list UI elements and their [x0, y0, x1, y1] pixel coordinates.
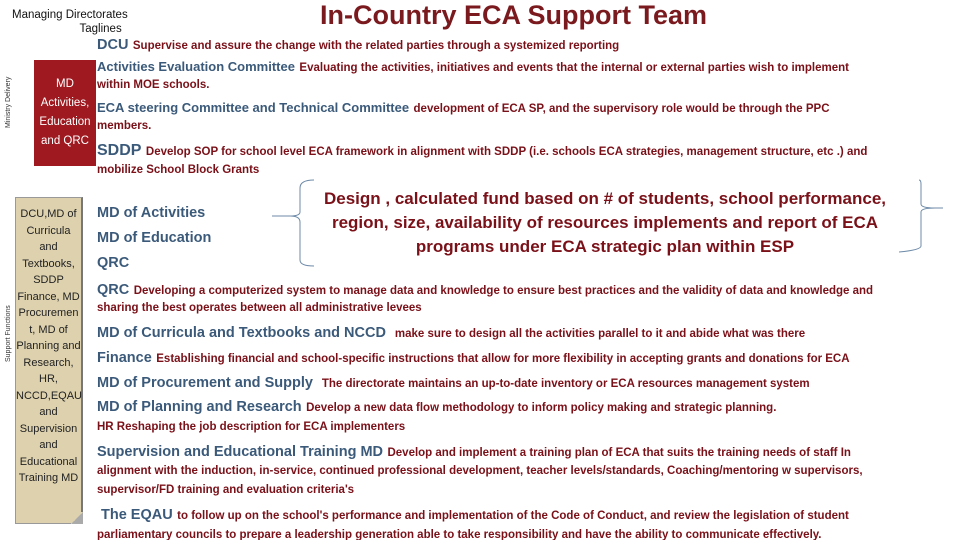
item-supervision: [97, 443, 851, 461]
item-desc: Developing a computerized system to manage data and knowledge to ensure best practices and the validity of data and knowledge and: [133, 285, 874, 297]
item-head: Finance: [97, 350, 152, 366]
item-sddp: [97, 142, 867, 160]
item-desc: make sure to design all the activities parallel to it and abide what was there: [394, 328, 806, 340]
item-desc: Develop a new data flow methodology to inform policy making and strategic planning.: [306, 402, 777, 414]
tagline-header-line2: Taglines: [79, 23, 122, 35]
item-planning: [97, 398, 776, 416]
item-eqau: [101, 506, 849, 524]
md-box-text: MD Activities, Education and QRC: [39, 78, 91, 147]
item-desc-cont: within MOE schools.: [97, 79, 210, 91]
item-hr: HR Reshaping the job description for ECA implementers: [97, 421, 406, 433]
item-desc: The directorate maintains an up-to-date inventory or ECA resources management system: [321, 378, 810, 390]
support-note-text: DCU,MD of Curricula and Textbooks, SDDP Finance, MD Procuremen t, MD of Planning and Research, HR, NCCD,EQAU and Supervision and Educational Training MD: [16, 208, 83, 484]
item-head: MD of Procurement and Supply: [97, 375, 313, 391]
item-desc: to follow up on the school's performance and implementation of the Code of Conduct, and review the legislation of student: [177, 510, 849, 522]
item-desc-cont: mobilize School Block Grants: [97, 164, 260, 176]
item-desc-cont: members.: [97, 120, 152, 132]
item-head: MD of Planning and Research: [97, 399, 302, 415]
item-head: Activities Evaluation Committee: [97, 59, 295, 74]
item-desc: Evaluating the activities, initiatives and events that the internal or external parties wish to implement: [299, 62, 849, 74]
item-qrc: [97, 281, 873, 299]
tagline-header-line1: Managing Directorates: [12, 9, 128, 21]
item-desc-cont: sharing the best operates between all administrative levees: [97, 302, 422, 314]
md-list-item: MD of Education: [97, 230, 212, 246]
item-finance: [97, 349, 850, 367]
item-head: MD of Curricula and Textbooks and NCCD: [97, 325, 386, 341]
item-desc: Develop SOP for school level ECA framework in alignment with SDDP (i.e. schools ECA strategies, management structure, etc .) and: [145, 146, 868, 158]
page-fold-icon: [71, 512, 83, 524]
tagline-header: [12, 8, 128, 36]
item-head: QRC: [97, 282, 130, 298]
item-head: Supervision and Educational Training MD: [97, 444, 384, 460]
side-label-ministry-delivery: Ministry Delivery: [5, 76, 12, 128]
item-desc-cont: supervisor/FD training and evaluation criteria's: [97, 484, 355, 496]
item-desc: Supervise and assure the change with the related parties through a systemized reporting: [132, 40, 620, 52]
item-head: ECA steering Committee and Technical Committee: [97, 100, 410, 115]
item-head: The EQAU: [101, 507, 173, 523]
item-dcu: [97, 36, 619, 54]
design-text: Design , calculated fund based on # of students, school performance, region, size, availability of resources implements and report of ECA programs under ECA strategic plan within ESP: [323, 189, 887, 256]
support-note: [15, 197, 83, 524]
item-head: SDDP: [97, 142, 142, 159]
side-label-support-functions: Support Functions: [5, 305, 12, 362]
md-box: [34, 60, 96, 166]
item-eca-steering: [97, 99, 830, 117]
item-desc-cont: parliamentary councils to prepare a leadership generation able to take responsibility and have the ability to communicate effectively.: [97, 529, 822, 540]
item-curricula: [97, 324, 805, 342]
item-procurement: [97, 374, 810, 392]
item-desc-cont: alignment with the induction, in-service, continued professional development, teacher levels/standards, Coaching/mentoring w supervisors,: [97, 465, 863, 477]
md-list-item: MD of Activities: [97, 205, 206, 221]
right-brace-icon: [895, 178, 955, 258]
md-list-item: QRC: [97, 255, 130, 271]
slide-title: In-Country ECA Support Team: [320, 0, 707, 30]
item-desc: Develop and implement a training plan of ECA that suits the training needs of staff In: [387, 447, 851, 459]
item-desc: development of ECA SP, and the supervisory role would be through the PPC: [413, 103, 830, 115]
item-head: DCU: [97, 37, 129, 53]
item-activities-evaluation: [97, 58, 849, 76]
item-desc: Establishing financial and school-specific instructions that allow for more flexibility in accepting grants and donations for ECA: [156, 353, 850, 365]
